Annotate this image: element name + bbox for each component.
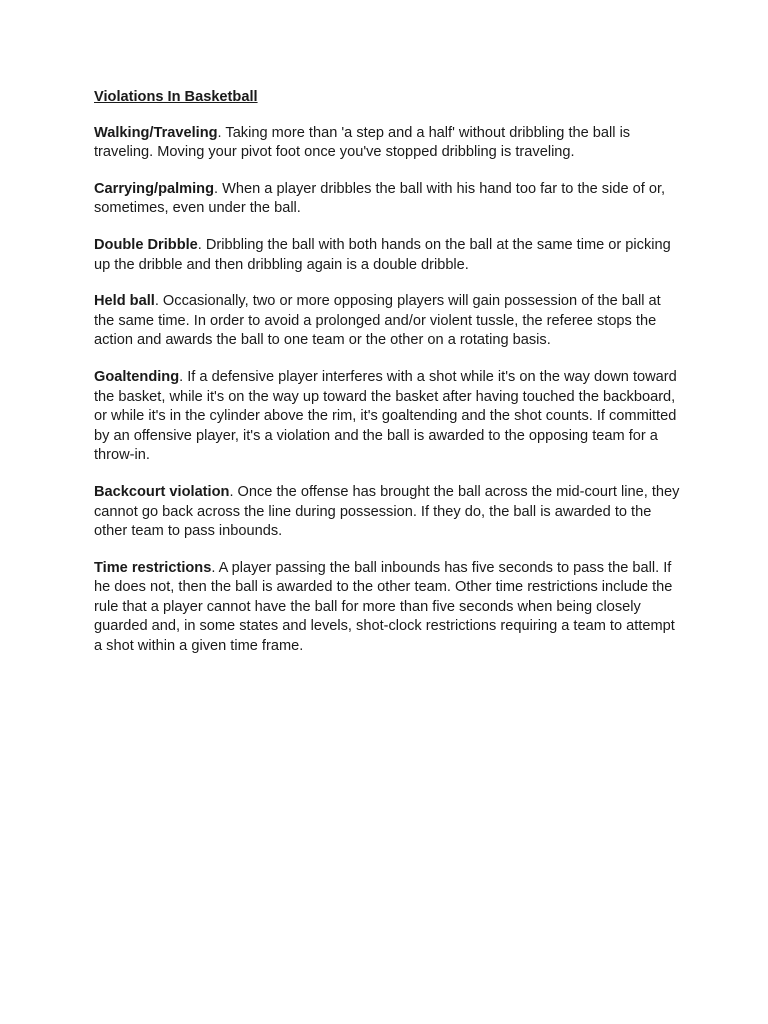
entry-carrying-palming bbox=[94, 180, 684, 219]
entry-text: . Occasionally, two or more opposing players will gain possession of the ball at the same time. In order to avoid a prolonged and/or violent tussle, the referee stops the action and awards the ball to one team or the other on a rotating basis. bbox=[94, 293, 661, 349]
entry-held-ball bbox=[94, 292, 684, 351]
entry-backcourt-violation bbox=[94, 483, 684, 542]
entry-text: . If a defensive player interferes with a shot while it's on the way down toward the basket, while it's on the way up toward the basket after having touched the backboard, or while it's in the cylinder above the rim, it's goaltending and the shot counts. If committed by an offensive player, it's a violation and the ball is awarded to the opposing team for a throw-in. bbox=[94, 368, 677, 464]
entry-goaltending bbox=[94, 368, 684, 466]
entry-term: Double Dribble bbox=[94, 236, 198, 253]
entry-time-restrictions bbox=[94, 559, 684, 657]
entry-text: . A player passing the ball inbounds has five seconds to pass the ball. If he does not, then the ball is awarded to the other team. Other time restrictions include the rule that a player cannot have the ball for more than five seconds when being closely guarded and, in some states and levels, shot-clock restrictions requiring a team to attempt a shot within a given time frame. bbox=[94, 559, 675, 655]
entry-term: Held ball bbox=[94, 293, 155, 310]
entry-term: Backcourt violation bbox=[94, 483, 230, 500]
entry-text: . Once the offense has brought the ball across the mid-court line, they cannot go back across the line during possession. If they do, the ball is awarded to the other team to pass inbounds. bbox=[94, 483, 680, 540]
entry-term: Time restrictions bbox=[94, 559, 212, 576]
document-body bbox=[94, 88, 684, 674]
entry-term: Goaltending bbox=[94, 368, 180, 385]
entry-term: Walking/Traveling bbox=[94, 124, 218, 141]
entry-walking-traveling bbox=[94, 124, 684, 163]
entry-text: . Taking more than 'a step and a half' without dribbling the ball is traveling. Moving your pivot foot once you've stopped dribbling is traveling. bbox=[94, 124, 631, 161]
entry-text: . Dribbling the ball with both hands on the ball at the same time or picking up the dribble and then dribbling again is a double dribble. bbox=[94, 236, 671, 273]
entry-double-dribble bbox=[94, 236, 684, 275]
entry-term: Carrying/palming bbox=[94, 180, 215, 197]
document-title: Violations In Basketball bbox=[94, 89, 258, 105]
entry-text: . When a player dribbles the ball with his hand too far to the side of or, sometimes, even under the ball. bbox=[94, 180, 666, 217]
